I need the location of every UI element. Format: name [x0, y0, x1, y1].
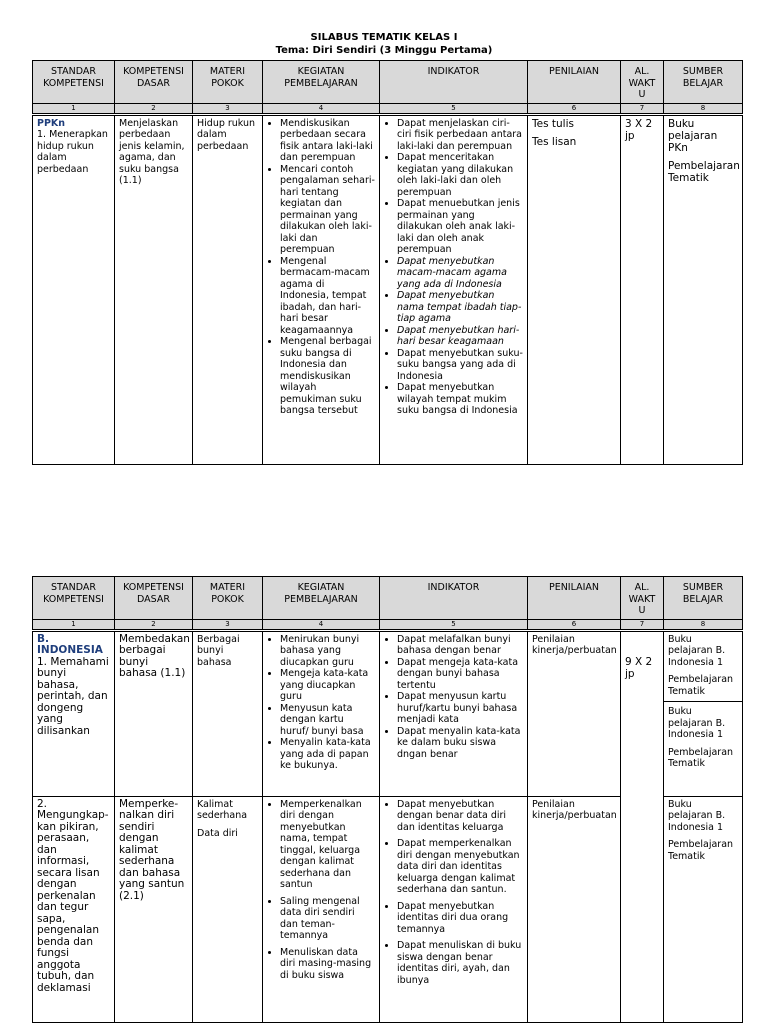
italic-text: Dapat menyebutkan macam-macam agama yang ada di Indonesia: [397, 255, 507, 290]
header-materi-pokok: MATERI POKOK: [193, 577, 263, 620]
kegiatan-list: [267, 118, 375, 417]
sumber-belajar-text: Pembelajaran Tematik: [668, 159, 740, 184]
column-number: 7: [621, 619, 664, 630]
list-item: • Dapat menyebutkan suku-suku bangsa yang ada di Indonesia: [397, 348, 523, 383]
sumber-belajar-text: Pembelajaran Tematik: [668, 674, 734, 697]
indikator-list: [384, 634, 523, 761]
column-number-row: [33, 619, 743, 630]
syllabus-table-bindonesia: [32, 576, 743, 1023]
indikator-cell: [380, 796, 528, 1022]
materi-pokok-cell: [193, 114, 263, 464]
alokasi-waktu-cell: [621, 630, 664, 1022]
kompetensi-dasar-text: Menjelaskan perbedaan jenis kelamin, agama, dan suku bangsa (1.1): [119, 117, 185, 186]
header-sumber-belajar: SUMBER BELAJAR: [664, 61, 743, 104]
column-number: 8: [664, 103, 743, 114]
header-penilaian: PENILAIAN: [528, 577, 621, 620]
column-number-row: [33, 103, 743, 114]
sumber-belajar-cell: [664, 114, 743, 464]
kegiatan-cell: [263, 630, 380, 796]
penilaian-cell: [528, 796, 621, 1022]
list-item: • Dapat menceritakan kegiatan yang dilakukan oleh laki-laki dan oleh perempuan: [397, 152, 523, 198]
alokasi-waktu-text: 3 X 2 jp: [625, 117, 653, 142]
list-item: • Menyalin kata-kata yang ada di papan ke bukunya.: [280, 737, 375, 772]
header-indikator: INDIKATOR: [380, 61, 528, 104]
column-number: 2: [115, 619, 193, 630]
list-item: • Mendiskusikan perbedaan secara fisik antara laki-laki dan perempuan: [280, 118, 375, 164]
sumber-belajar-cell: [664, 630, 743, 796]
kegiatan-list: [267, 799, 375, 982]
list-item: • Mencari contoh pengalaman sehari-hari tentang kegiatan dan permainan yang dilakukan oleh laki-laki dan perempuan: [280, 164, 375, 256]
column-number: 6: [528, 619, 621, 630]
column-number: 7: [621, 103, 664, 114]
materi-pokok-text: Hidup rukun dalam perbedaan: [197, 117, 256, 152]
header-alokasi-waktu: AL. WAKT U: [621, 577, 664, 620]
header-kompetensi-dasar: KOMPETENSI DASAR: [115, 61, 193, 104]
penilaian-text: Tes tulis: [532, 117, 574, 130]
header-indikator: INDIKATOR: [380, 577, 528, 620]
kegiatan-cell: [263, 114, 380, 464]
italic-text: Dapat menyebutkan nama tempat ibadah tiap-tiap agama: [397, 290, 522, 324]
header-kompetensi-dasar: KOMPETENSI DASAR: [115, 577, 193, 620]
sumber-belajar-cell: [664, 796, 743, 1022]
materi-pokok-cell: [193, 796, 263, 1022]
syllabus-theme: Tema: Diri Sendiri (3 Minggu Pertama): [275, 45, 493, 56]
column-number: 2: [115, 103, 193, 114]
kegiatan-cell: [263, 796, 380, 1022]
kompetensi-dasar-cell: [115, 114, 193, 464]
penilaian-cell: [528, 630, 621, 796]
standar-kompetensi-text: 1. Memahami bunyi bahasa, perintah, dan dongeng yang dilisankan: [37, 655, 109, 737]
list-item: • Dapat menuebutkan jenis permainan yang dilakukan oleh anak laki-laki dan oleh anak perempuan: [397, 198, 523, 256]
penilaian-text: Tes lisan: [532, 135, 577, 148]
standar-kompetensi-cell: [33, 796, 115, 1022]
indikator-cell: [380, 114, 528, 464]
column-number: 1: [33, 103, 115, 114]
list-item: • Dapat menjelaskan ciri-ciri fisik perbedaan antara laki-laki dan perempuan: [397, 118, 523, 153]
table-row: [33, 630, 743, 796]
column-number: 4: [263, 103, 380, 114]
list-item: • Dapat menyebutkan identitas diri dua orang temannya: [397, 901, 523, 936]
sumber-belajar-text: Buku pelajaran B. Indonesia 1: [668, 706, 726, 740]
header-sumber-belajar: SUMBER BELAJAR: [664, 577, 743, 620]
list-item: • Dapat menyebutkan wilayah tempat mukim suku bangsa di Indonesia: [397, 382, 523, 417]
column-number: 1: [33, 619, 115, 630]
list-item: • Saling mengenal data diri sendiri dan teman-temannya: [280, 896, 375, 942]
sumber-belajar-text: Buku pelajaran PKn: [668, 117, 718, 154]
indikator-list: [384, 118, 523, 417]
sumber-belajar-text: Pembelajaran Tematik: [668, 746, 734, 769]
list-item: • Dapat mengeja kata-kata dengan bunyi bahasa tertentu: [397, 657, 523, 692]
header-penilaian: PENILAIAN: [528, 61, 621, 104]
materi-pokok-text: Data diri: [197, 827, 238, 839]
column-number: 5: [380, 619, 528, 630]
sumber-belajar-text: Buku pelajaran B. Indonesia 1: [668, 798, 726, 833]
kompetensi-dasar-cell: [115, 796, 193, 1022]
column-number: 4: [263, 619, 380, 630]
header-standar-kompetensi: STANDAR KOMPETENSI: [33, 61, 115, 104]
syllabus-title: SILABUS TEMATIK KELAS I: [310, 32, 458, 43]
header-row: [33, 61, 743, 104]
italic-text: Dapat menyebutkan hari-hari besar keagamaan: [397, 324, 520, 347]
header-alokasi-waktu: AL. WAKT U: [621, 61, 664, 104]
list-item: • Dapat menyalin kata-kata ke dalam buku siswa dngan benar: [397, 726, 523, 761]
subject-label: B. INDONESIA: [37, 632, 103, 656]
materi-pokok-text: Berbagai bunyi bahasa: [197, 633, 240, 668]
sumber-belajar-subcell: [664, 701, 742, 770]
alokasi-waktu-text: 9 X 2 jp: [625, 655, 653, 680]
kegiatan-list: [267, 634, 375, 772]
list-item: • Dapat melafalkan bunyi bahasa dengan benar: [397, 634, 523, 657]
header-standar-kompetensi: STANDAR KOMPETENSI: [33, 577, 115, 620]
list-item: • Dapat memperkenalkan diri dengan menyebutkan data diri dan identitas keluarga dengan kalimat sederhana dan santun.: [397, 838, 523, 896]
penilaian-text: Penilaian kinerja/perbuatan: [532, 798, 617, 821]
indikator-cell: [380, 630, 528, 796]
alokasi-waktu-cell: [621, 114, 664, 464]
standar-kompetensi-cell: [33, 630, 115, 796]
list-item: • Mengenal berbagai suku bangsa di Indonesia dan mendiskusikan wilayah pemukiman suku bangsa tersebut: [280, 336, 375, 417]
header-kegiatan-pembelajaran: KEGIATAN PEMBELAJARAN: [263, 577, 380, 620]
list-item: • Dapat menyusun kartu huruf/kartu bunyi bahasa menjadi kata: [397, 691, 523, 726]
kompetensi-dasar-text: Membedakan berbagai bunyi bahasa (1.1): [119, 632, 190, 679]
standar-kompetensi-cell: [33, 114, 115, 464]
list-item: • Mengeja kata-kata yang diucapkan guru: [280, 668, 375, 703]
list-item: [397, 256, 523, 291]
subject-label: PPKn: [37, 117, 66, 129]
list-item: • Menuliskan data diri masing-masing di buku siswa: [280, 947, 375, 982]
column-number: 6: [528, 103, 621, 114]
list-item: • Memperkenalkan diri dengan menyebutkan nama, tempat tinggal, keluarga dengan kalimat sederhana dan santun: [280, 799, 375, 891]
sumber-belajar-text: Buku pelajaran B. Indonesia 1: [668, 633, 726, 668]
table-row: [33, 114, 743, 464]
list-item: [397, 290, 523, 325]
materi-pokok-cell: [193, 630, 263, 796]
kompetensi-dasar-cell: [115, 630, 193, 796]
column-number: 8: [664, 619, 743, 630]
header-materi-pokok: MATERI POKOK: [193, 61, 263, 104]
list-item: [397, 325, 523, 348]
indikator-list: [384, 799, 523, 987]
header-row: [33, 577, 743, 620]
column-number: 3: [193, 103, 263, 114]
column-number: 3: [193, 619, 263, 630]
column-number: 5: [380, 103, 528, 114]
list-item: • Dapat menuliskan di buku siswa dengan benar identitas diri, ayah, dan ibunya: [397, 940, 523, 986]
penilaian-text: Penilaian kinerja/perbuatan: [532, 633, 617, 656]
list-item: • Mengenal bermacam-macam agama di Indonesia, tempat ibadah, dan hari-hari besar keagamaannya: [280, 256, 375, 337]
list-item: • Menyusun kata dengan kartu huruf/ bunyi basa: [280, 703, 375, 738]
header-kegiatan-pembelajaran: KEGIATAN PEMBELAJARAN: [263, 61, 380, 104]
standar-kompetensi-text: 2. Mengungkap-kan pikiran, perasaan, dan informasi, secara lisan dengan perkenalan dan tegur sapa, pengenalan benda dan fungsi anggota tubuh, dan deklamasi: [37, 797, 109, 994]
list-item: • Menirukan bunyi bahasa yang diucapkan guru: [280, 634, 375, 669]
kompetensi-dasar-text: Memperke-nalkan diri sendiri dengan kalimat sederhana dan bahasa yang santun (2.1): [119, 797, 185, 902]
penilaian-cell: [528, 114, 621, 464]
syllabus-table-ppkn: [32, 60, 743, 465]
sumber-belajar-text: Pembelajaran Tematik: [668, 839, 734, 862]
standar-kompetensi-text: 1. Menerapkan hidup rukun dalam perbedaan: [37, 129, 108, 175]
materi-pokok-text: Kalimat sederhana: [197, 798, 248, 821]
list-item: • Dapat menyebutkan dengan benar data diri dan identitas keluarga: [397, 799, 523, 834]
